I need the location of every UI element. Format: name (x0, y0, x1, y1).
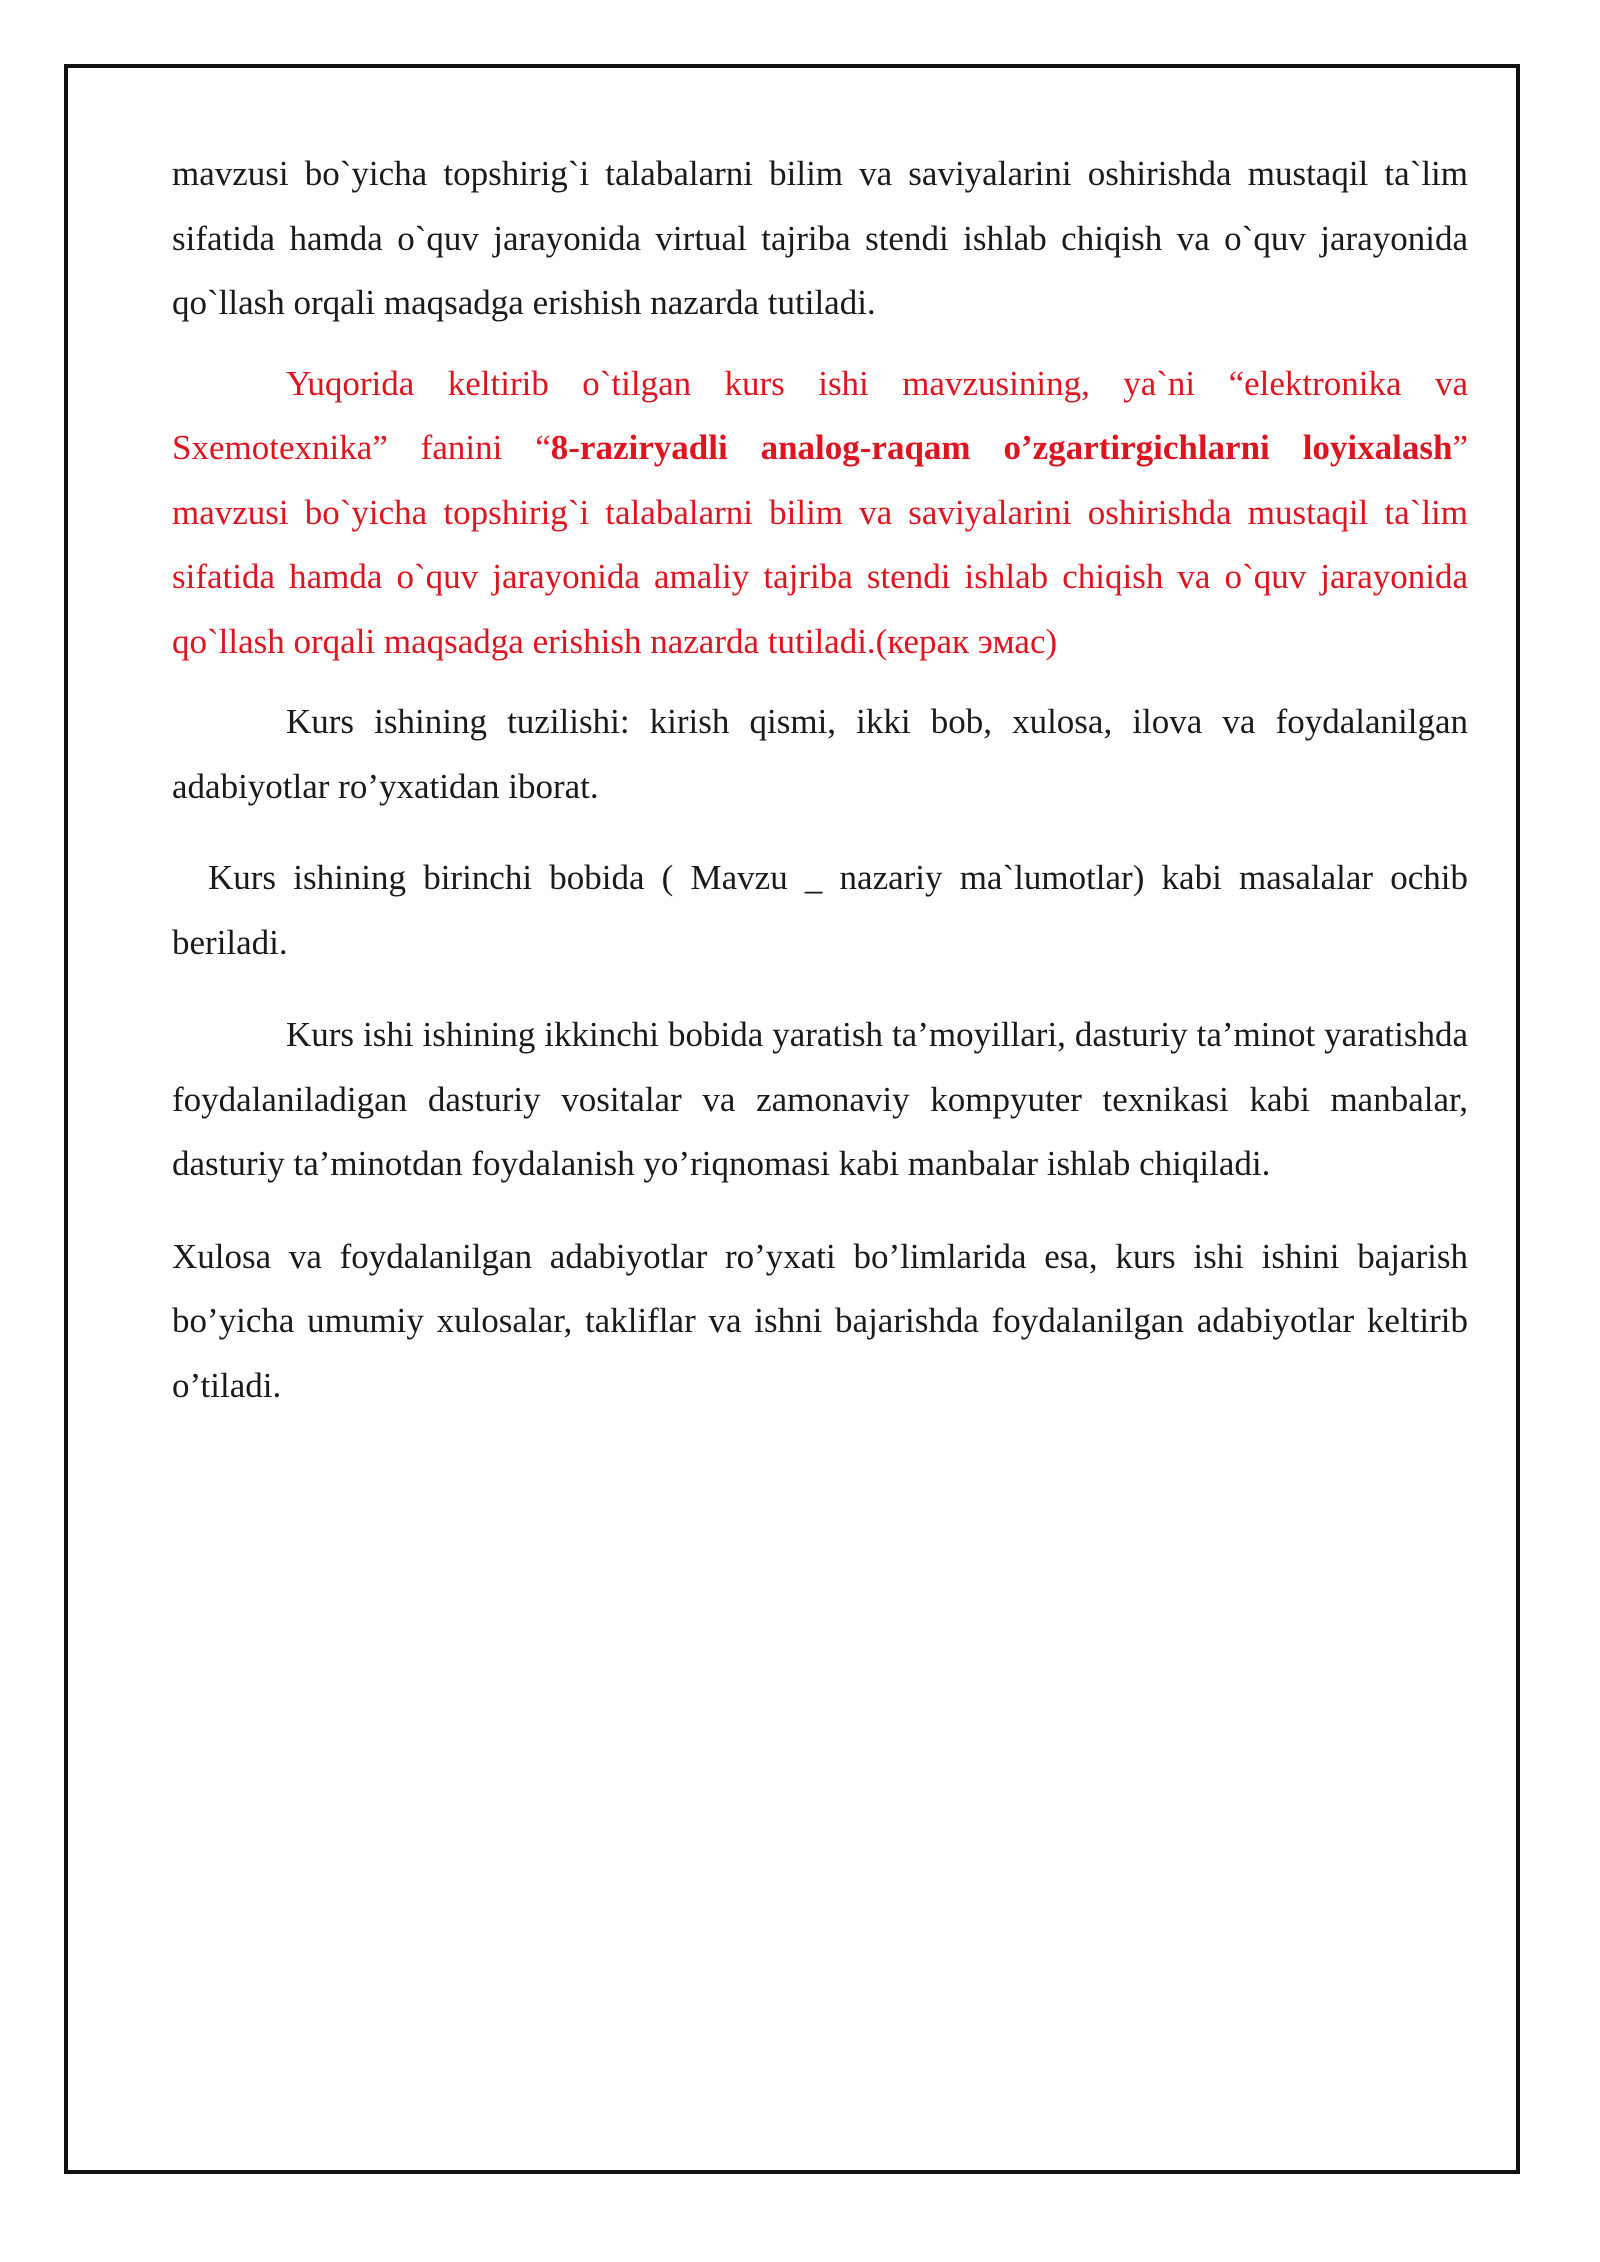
paragraph-topic-continuation: mavzusi bo`yicha topshirig`i talabalarni bilim va saviyalarini oshirishda mustaqil ta`lim sifatida hamda o`quv jarayonida virtual tajriba stendi ishlab chiqish va o`quv jarayonida qo`llash orqali maqsadga erishish nazarda tutiladi. (172, 154, 1468, 322)
red-note-text-start: Yuqorida keltirib o`tilgan kurs ishi mavzusining, ya`ni “elektronika va Sxemotexnika” fanini “ (172, 363, 1468, 467)
paragraph-red-note (172, 352, 1468, 675)
document-body (172, 142, 1468, 1418)
paragraph-chapter-two: Kurs ishi ishining ikkinchi bobida yaratish ta’moyillari, dasturiy ta’minot yaratishda foydalaniladigan dasturiy vositalar va zamonaviy kompyuter texnikasi kabi manbalar, dasturiy ta’minotdan foydalanish yo’riqnomasi kabi manbalar ishlab chiqiladi. (172, 1015, 1468, 1183)
paragraph-chapter-one: Kurs ishining birinchi bobida ( Mavzu _ nazariy ma`lumotlar) kabi masalalar ochib beriladi. (172, 858, 1468, 962)
red-note-text-end: ” mavzusi bo`yicha topshirig`i talabalarni bilim va saviyalarini oshirishda mustaqil ta`lim sifatida hamda o`quv jarayonida amaliy tajriba stendi ishlab chiqish va o`quv jarayonida qo`llash orqali maqsadga erishish nazarda tutiladi.(керак эмас) (172, 428, 1468, 661)
red-note-topic-title: 8-raziryadli analog-raqam o’zgartirgichlarni loyixalash (550, 428, 1453, 467)
paragraph-conclusion: Xulosa va foydalanilgan adabiyotlar ro’yxati bo’limlarida esa, kurs ishi ishini bajarish bo’yicha umumiy xulosalar, takliflar va ishni bajarishda foydalanilgan adabiyotlar keltirib o’tiladi. (172, 1236, 1468, 1405)
paragraph-structure: Kurs ishining tuzilishi: kirish qismi, ikki bob, xulosa, ilova va foydalanilgan adabiyotlar ro’yxatidan iborat. (172, 702, 1468, 806)
